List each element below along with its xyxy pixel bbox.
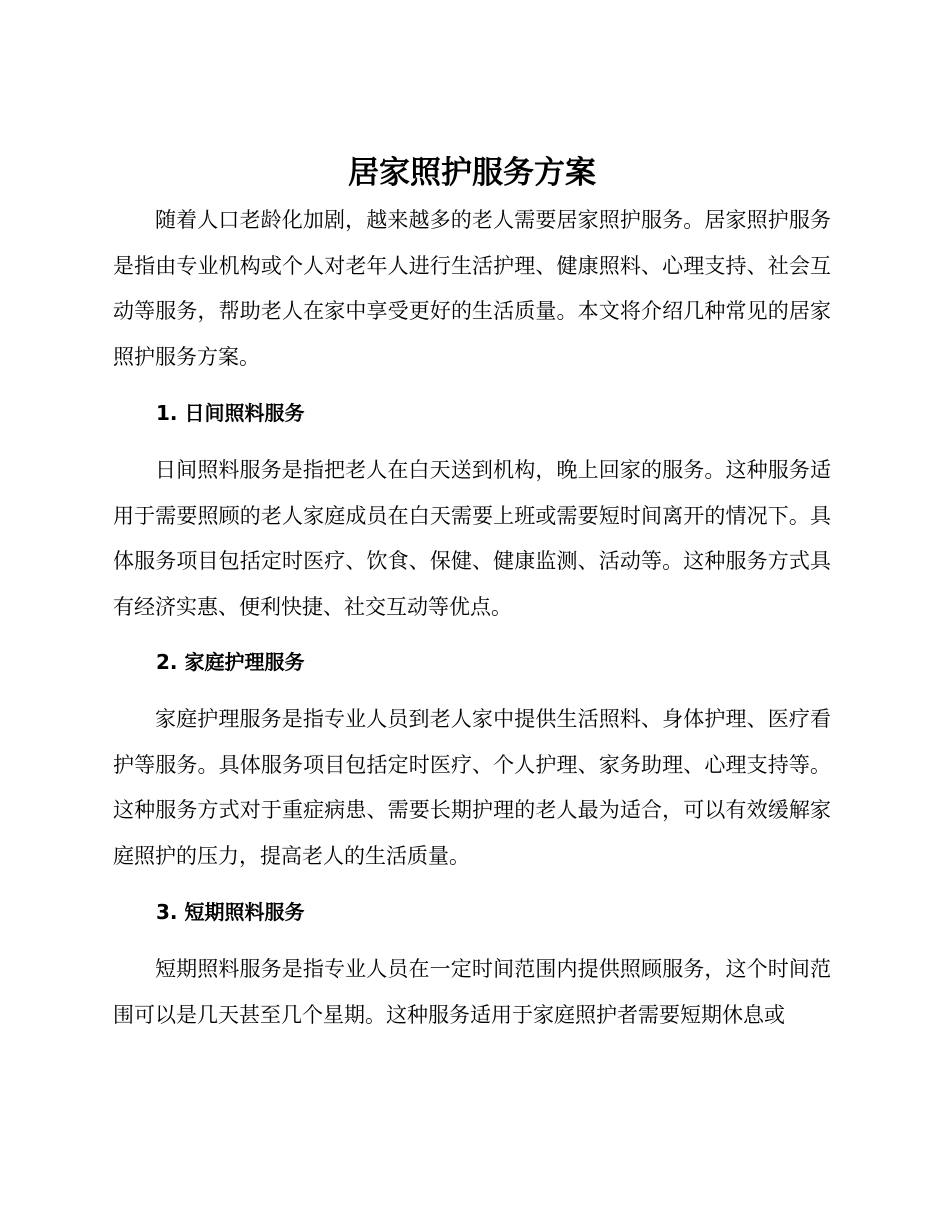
document-title: 居家照护服务方案	[348, 155, 596, 191]
section-heading-short-term-care: 3. 短期照料服务	[156, 900, 305, 924]
section-body-home-nursing: 家庭护理服务是指专业人员到老人家中提供生活照料、身体护理、医疗看护等服务。具体服务项目包括定时医疗、个人护理、家务助理、心理支持等。这种服务方式对于重症病患、需要长期护理的老人最为适合，可以有效缓解家庭照护的压力，提高老人的生活质量。	[113, 707, 831, 868]
section-body-day-care: 日间照料服务是指把老人在白天送到机构，晚上回家的服务。这种服务适用于需要照顾的老人家庭成员在白天需要上班或需要短时间离开的情况下。具体服务项目包括定时医疗、饮食、保健、健康监测、活动等。这种服务方式具有经济实惠、便利快捷、社交互动等优点。	[113, 458, 831, 619]
section-heading-day-care: 1. 日间照料服务	[156, 401, 305, 425]
intro-paragraph: 随着人口老龄化加剧，越来越多的老人需要居家照护服务。居家照护服务是指由专业机构或个人对老年人进行生活护理、健康照料、心理支持、社会互动等服务，帮助老人在家中享受更好的生活质量。本文将介绍几种常见的居家照护服务方案。	[113, 208, 831, 369]
section-body-short-term-care: 短期照料服务是指专业人员在一定时间范围内提供照顾服务，这个时间范围可以是几天甚至几个星期。这种服务适用于家庭照护者需要短期休息或	[113, 957, 831, 1027]
section-heading-home-nursing: 2. 家庭护理服务	[156, 650, 305, 674]
